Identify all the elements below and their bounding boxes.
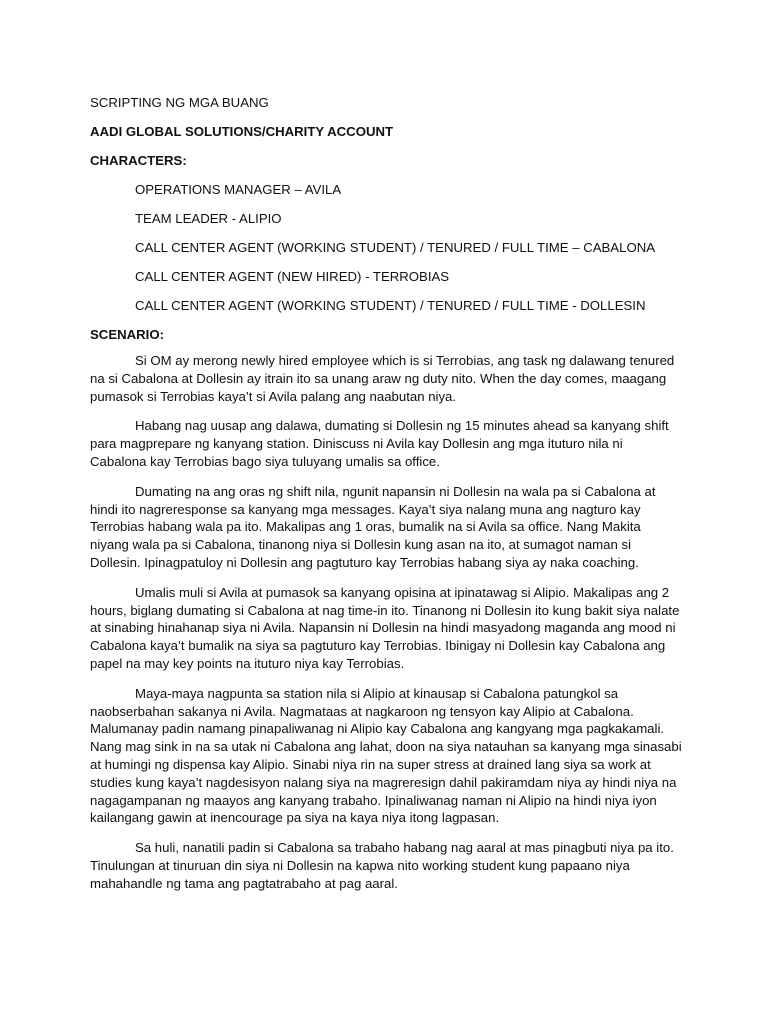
scenario-paragraph [90, 839, 682, 892]
paragraph-text: Umalis muli si Avila at pumasok sa kanyang opisina at ipinatawag si Alipio. Makalipas ang 2 hours, biglang dumating si Cabalona at nag time-in ito. Tinanong ni Dollesin ito kung bakit siya nalate at sinabing hinahanap siya ni Avila. Napansin ni Dollesin na hindi masyadong maganda ang mood ni Cabalona kaya’t bumalik na siya sa pagtuturo kay Terrobias. Ibinigay ni Dollesin kay Cabalona ang papel na may key points na ituturo niya kay Terrobias. [90, 584, 680, 671]
document-body [90, 94, 682, 905]
paragraph-text: Sa huli, nanatili padin si Cabalona sa trabaho habang nag aaral at mas pinagbuti niya pa ito. Tinulungan at tinuruan din siya ni Dollesin na kapwa nito working student kung papaano niya mahahandle ng tama ang pagtatrabaho at pag aaral. [90, 840, 674, 891]
character-item: CALL CENTER AGENT (WORKING STUDENT) / TENURED / FULL TIME - DOLLESIN [135, 298, 646, 313]
paragraph-text: Habang nag uusap ang dalawa, dumating si Dollesin ng 15 minutes ahead sa kanyang shift para magprepare ng kanyang station. Diniscuss ni Avila kay Dollesin ang mga ituturo nila ni Cabalona kay Terrobias bago siya tuluyang umalis sa office. [90, 418, 669, 469]
paragraph-text: Dumating na ang oras ng shift nila, ngunit napansin ni Dollesin na wala pa si Cabalona at hindi ito nagreresponse sa kanyang mga messages. Kaya’t siya nalang muna ang nagturo kay Terrobias habang wala pa ito. Makalipas ang 1 oras, bumalik na si Avila sa office. Nang Makita niyang wala pa si Cabalona, tinanong niya si Dollesin kung asan na ito, at sumagot naman si Dollesin. Ipinagpatuloy ni Dollesin ang pagtuturo kay Terrobias habang siya ay naka coaching. [90, 483, 656, 570]
characters-heading: CHARACTERS: [90, 153, 187, 168]
character-item: OPERATIONS MANAGER – AVILA [135, 182, 342, 197]
character-item: CALL CENTER AGENT (NEW HIRED) - TERROBIAS [135, 269, 450, 284]
scenario-paragraph [90, 417, 682, 470]
scenario-paragraph [90, 352, 682, 405]
scenario-paragraph [90, 584, 682, 673]
paragraph-text: Si OM ay merong newly hired employee which is si Terrobias, ang task ng dalawang tenured na si Cabalona at Dollesin ay itrain ito sa unang araw ng duty nito. When the day comes, maagang pumasok si Terrobias kaya’t si Avila palang ang naabutan niya. [90, 353, 675, 404]
paragraph-text: Maya-maya nagpunta sa station nila si Alipio at kinausap si Cabalona patungkol sa naobserbahan sakanya ni Avila. Nagmataas at nagkaroon ng tensyon kay Alipio at Cabalona. Malumanay padin namang pinapaliwanag ni Alipio kay Cabalona ang kangyang mga pagkakamali. Nang mag sink in na sa utak ni Cabalona ang lahat, doon na siya natauhan sa kanyang mga sinasabi at humingi ng dispensa kay Alipio. Sinabi niya rin na super stress at drained lang siya sa work at studies kung kaya’t nagdesisyon nalang siya na magreresign dahil pakiramdam niya ay hindi niya na nagagampanan ng maayos ang kanyang trabaho. Ipinaliwanag naman ni Alipio na hindi niya iyon kailangang gawin at inencourage pa siya na kaya niya itong lagpasan. [90, 685, 682, 826]
document-title: SCRIPTING NG MGA BUANG [90, 95, 269, 110]
character-item: CALL CENTER AGENT (WORKING STUDENT) / TENURED / FULL TIME – CABALONA [135, 240, 656, 255]
account-heading: AADI GLOBAL SOLUTIONS/CHARITY ACCOUNT [90, 124, 394, 139]
scenario-paragraph [90, 685, 682, 827]
scenario-heading: SCENARIO: [90, 327, 164, 342]
scenario-paragraph [90, 483, 682, 572]
character-item: TEAM LEADER - ALIPIO [135, 211, 282, 226]
